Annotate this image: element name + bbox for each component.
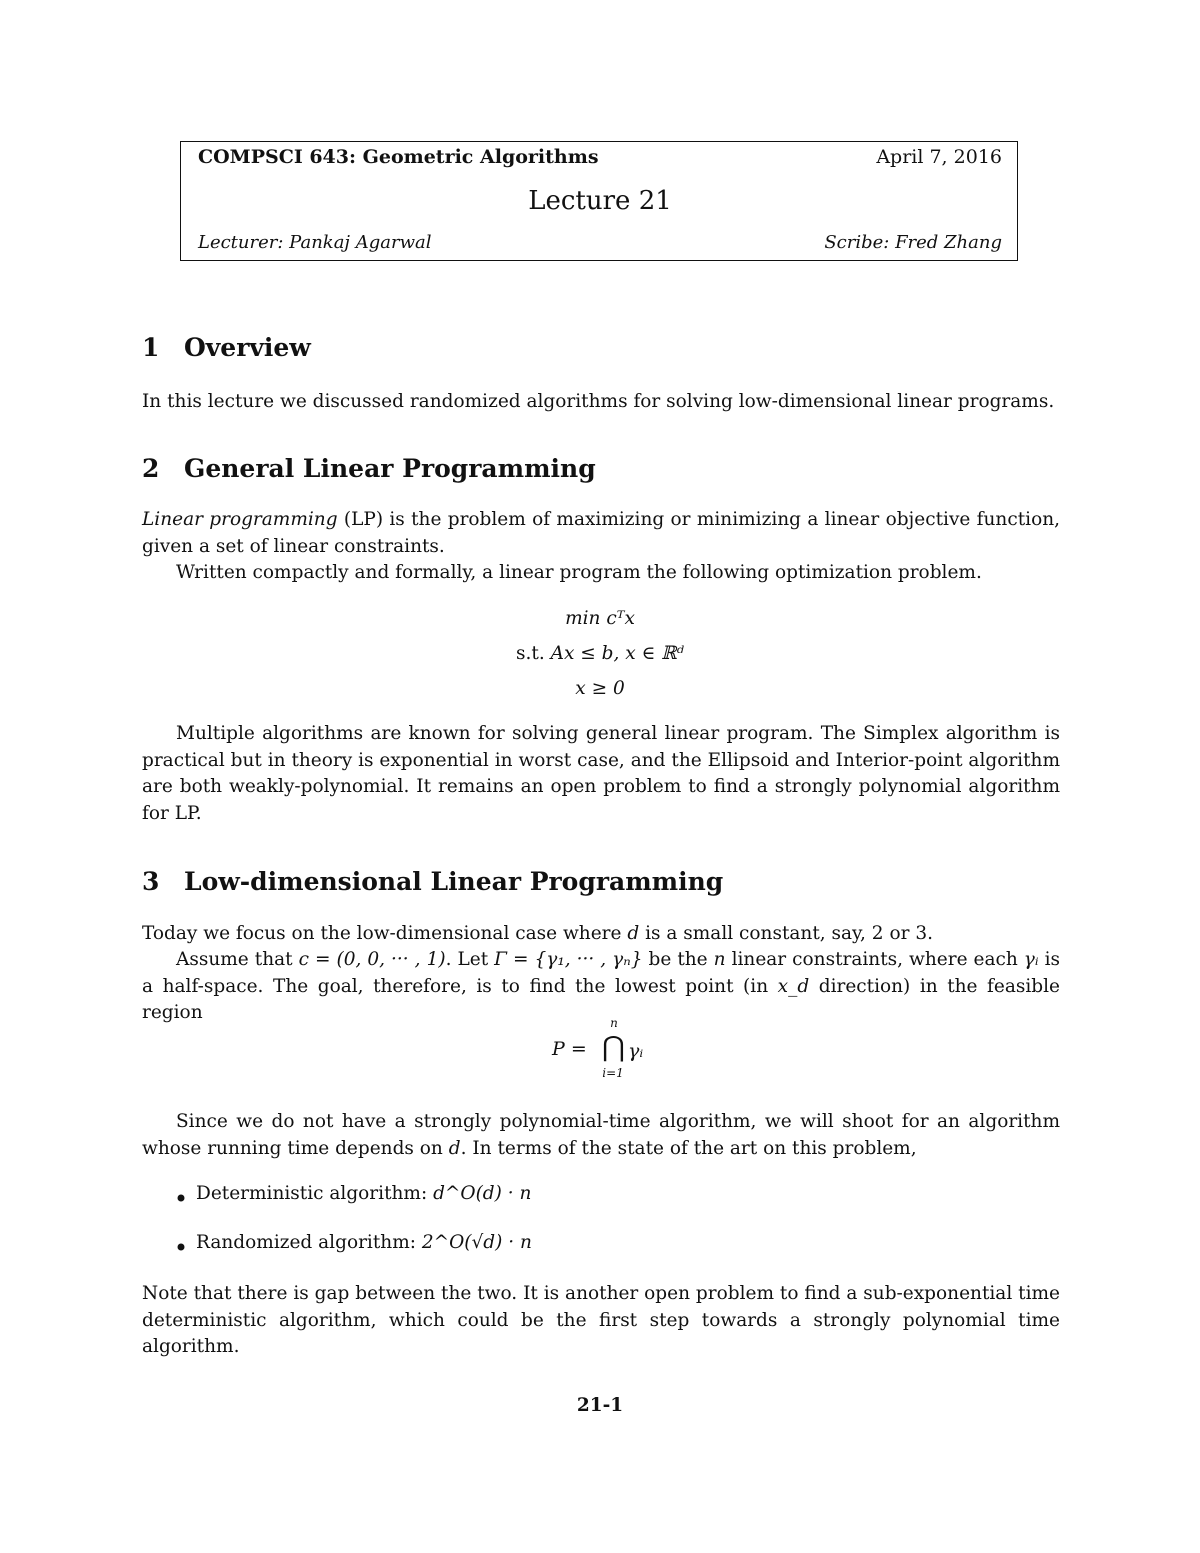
paragraph-text: (LP) is the problem of maximizing or minimizing a linear objective function, given a set of linear constraints. <box>142 509 1060 557</box>
paragraph-text: . In terms of the state of the art on this problem, <box>460 1137 917 1159</box>
equation-lhs: P = <box>552 1038 587 1060</box>
equation-lower-limit: i=1 <box>602 1066 624 1080</box>
math-expr: c = (0, 0, ··· , 1) <box>298 949 446 970</box>
lecture-date: April 7, 2016 <box>876 146 1002 168</box>
equation-prefix: s.t. <box>516 643 551 664</box>
paragraph-text: Assume that <box>176 949 299 970</box>
list-item-label: Randomized algorithm: <box>196 1232 422 1253</box>
list-item-label: Deterministic algorithm: <box>196 1183 434 1204</box>
section-title: Overview <box>184 333 311 362</box>
intersection-operator: ⋂ <box>602 1030 625 1063</box>
paragraph-text: Today we focus on the low-dimensional case where <box>142 923 628 944</box>
equation-nonnegativity: x ≥ 0 <box>575 678 625 699</box>
math-var: n <box>713 949 726 970</box>
list-item-math: d^O(d) · n <box>433 1183 532 1204</box>
section-title: Low-dimensional Linear Programming <box>184 867 724 896</box>
equation-body: Ax ≤ b, x ∈ ℝᵈ <box>550 643 684 664</box>
equation-objective: min cᵀx <box>565 608 635 629</box>
paragraph-text: is a half-space. The goal, therefore, is to find the lowest point (in <box>142 949 1061 997</box>
paragraph-text: Since we do not have a strongly polynomial-time algorithm, we will shoot for an algorithm whose running time depends on <box>142 1111 1060 1159</box>
equation-upper-limit: n <box>610 1016 618 1030</box>
section-number: 1 <box>142 333 160 362</box>
lecture-number: Lecture 21 <box>528 186 672 216</box>
paragraph-text: linear constraints, where each <box>725 949 1024 970</box>
paragraph-text: direction) in the feasible region <box>142 975 1060 1023</box>
lecturer-name: Lecturer: Pankaj Agarwal <box>198 232 432 253</box>
list-item-deterministic <box>196 1183 531 1204</box>
math-var: x_d <box>777 975 810 997</box>
section-heading-general-lp <box>142 454 596 483</box>
lp-definition-paragraph <box>142 507 1060 560</box>
math-var: d <box>627 923 640 944</box>
list-item-randomized <box>196 1232 532 1253</box>
lp-formal-paragraph: Written compactly and formally, a linear program the following optimization problem. <box>176 562 982 583</box>
open-problem-paragraph: Note that there is gap between the two. It is another open problem to find a sub-exponential time deterministic algorithm, which could be the first step towards a strongly polynomial time algorithm. <box>142 1283 1060 1357</box>
bullet-icon <box>176 1193 186 1203</box>
overview-paragraph: In this lecture we discussed randomized algorithms for solving low-dimensional linear programs. <box>142 391 1055 412</box>
section-number: 3 <box>142 867 160 896</box>
equation-constraints <box>0 643 1200 664</box>
scribe-name: Scribe: Fred Zhang <box>824 232 1002 253</box>
state-of-art-paragraph <box>142 1109 1060 1162</box>
section-heading-lowdim-lp <box>142 867 723 896</box>
math-expr: Γ = {γ₁, ··· , γₙ} <box>494 949 643 970</box>
math-var: γᵢ <box>1023 949 1039 970</box>
lowdim-intro-paragraph <box>142 921 1060 948</box>
algorithms-paragraph: Multiple algorithms are known for solving general linear program. The Simplex algorithm is practical but in theory is exponential in worst case, and the Ellipsoid and Interior-point algorithm are both weakly-polynomial. It remains an open problem to find a strongly polynomial algorithm for LP. <box>142 723 1060 824</box>
emphasis-term: Linear programming <box>142 509 338 530</box>
paragraph-text: be the <box>642 949 714 970</box>
list-item-math: 2^O(√d) · n <box>421 1232 532 1253</box>
section-title: General Linear Programming <box>184 454 596 483</box>
course-title: COMPSCI 643: Geometric Algorithms <box>198 146 599 168</box>
lowdim-assumption-paragraph <box>142 947 1060 1027</box>
bullet-icon <box>176 1242 186 1252</box>
page-number: 21-1 <box>576 1395 624 1416</box>
math-var: d <box>448 1137 461 1159</box>
section-number: 2 <box>142 454 160 483</box>
paragraph-text: is a small constant, say, 2 or 3. <box>639 923 933 944</box>
paragraph-text: . Let <box>445 949 495 970</box>
section-heading-overview <box>142 333 311 362</box>
equation-term: γᵢ <box>628 1040 644 1062</box>
